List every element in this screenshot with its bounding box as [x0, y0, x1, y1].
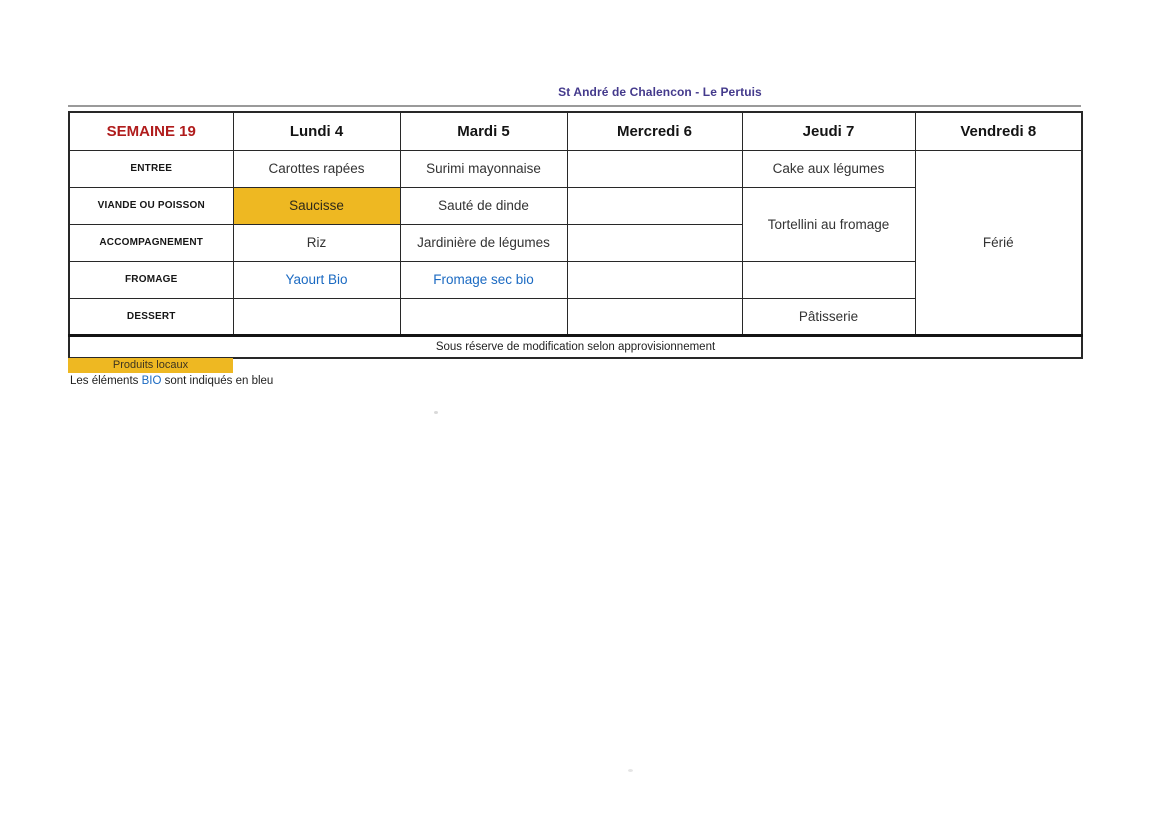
cell-jeudi-viande-accompagnement-merged: Tortellini au fromage	[742, 187, 915, 261]
footer-note: Sous réserve de modification selon approvisionnement	[69, 335, 1082, 358]
cell-mercredi-viande	[567, 187, 742, 224]
page-title: St André de Chalencon - Le Pertuis	[558, 85, 762, 99]
day-header-mardi: Mardi 5	[400, 112, 567, 150]
row-entree	[69, 150, 1082, 187]
cell-jeudi-fromage	[742, 261, 915, 298]
legend-local-products-band	[68, 358, 233, 373]
legend-local-products-label: Produits locaux	[112, 359, 189, 371]
cell-mercredi-dessert	[567, 298, 742, 335]
cell-lundi-fromage-bio: Yaourt Bio	[233, 261, 400, 298]
footer-row	[69, 335, 1082, 358]
day-header-jeudi: Jeudi 7	[742, 112, 915, 150]
legend-bio-suffix: sont indiqués en bleu	[161, 375, 274, 387]
category-viande-ou-poisson: VIANDE OU POISSON	[69, 187, 233, 224]
day-header-lundi: Lundi 4	[233, 112, 400, 150]
cell-lundi-entree: Carottes rapées	[233, 150, 400, 187]
day-header-vendredi: Vendredi 8	[915, 112, 1082, 150]
scan-speck	[434, 411, 438, 414]
cell-mardi-fromage-bio: Fromage sec bio	[400, 261, 567, 298]
cell-mercredi-accompagnement	[567, 224, 742, 261]
legend-bio-note	[70, 375, 273, 387]
cell-jeudi-dessert: Pâtisserie	[742, 298, 915, 335]
legend-bio-prefix: Les éléments	[70, 375, 142, 387]
cell-lundi-accompagnement: Riz	[233, 224, 400, 261]
category-fromage: FROMAGE	[69, 261, 233, 298]
cell-mercredi-fromage	[567, 261, 742, 298]
cell-mardi-viande: Sauté de dinde	[400, 187, 567, 224]
cell-vendredi-ferie: Férié	[915, 150, 1082, 335]
category-entree: ENTREE	[69, 150, 233, 187]
category-dessert: DESSERT	[69, 298, 233, 335]
legend-bio-word: BIO	[141, 375, 162, 387]
cell-mardi-dessert	[400, 298, 567, 335]
cell-mardi-accompagnement: Jardinière de légumes	[400, 224, 567, 261]
cell-lundi-viande-local-highlight: Saucisse	[233, 187, 400, 224]
scan-speck	[628, 769, 633, 772]
category-accompagnement: ACCOMPAGNEMENT	[69, 224, 233, 261]
cell-mardi-entree: Surimi mayonnaise	[400, 150, 567, 187]
day-header-mercredi: Mercredi 6	[567, 112, 742, 150]
cell-lundi-dessert	[233, 298, 400, 335]
cell-mercredi-entree	[567, 150, 742, 187]
table-top-rule	[68, 105, 1081, 107]
menu-table	[68, 111, 1083, 359]
week-label: SEMAINE 19	[69, 112, 233, 150]
header-row	[69, 112, 1082, 150]
cell-jeudi-entree: Cake aux légumes	[742, 150, 915, 187]
